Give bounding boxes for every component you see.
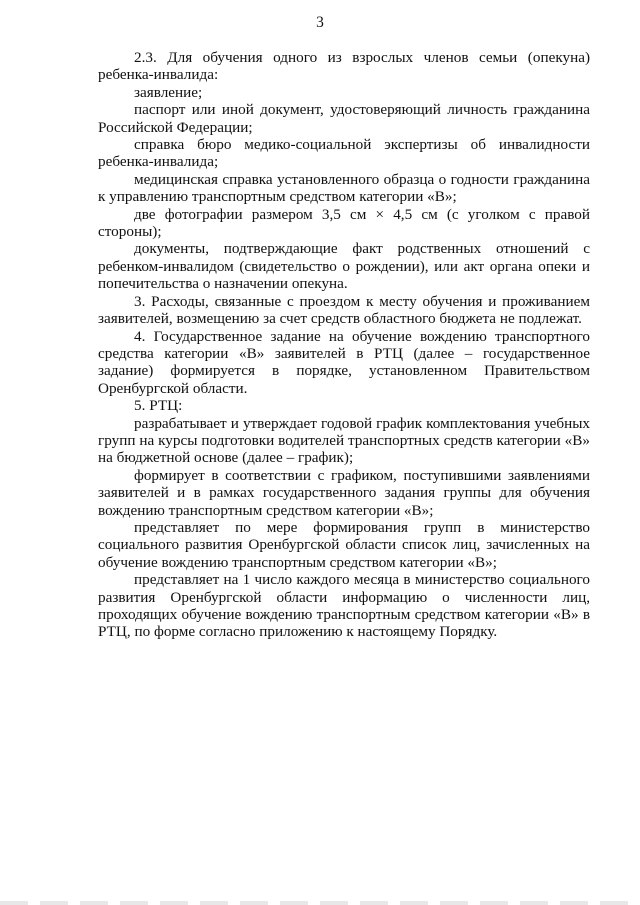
list-item-application: заявление; (134, 83, 203, 101)
list-item-schedule: разрабатывает и утверждает годовой график комплектования учебных групп на курсы подготовки водителей транспортных средств категории «В» на бюджетной основе (далее – график); (98, 414, 590, 467)
paragraph-5-heading: 5. РТЦ: (134, 397, 183, 415)
paragraph-4-state-assignment: 4. Государственное задание на обучение вождению транспортного средства категории «В» заявителей в РТЦ (далее – государственное задание) формируется в порядке, установленном Правительством Оренбургской области. (98, 327, 590, 397)
list-item-medical-certificate: медицинская справка установленного образца о годности гражданина к управлению транспортным средством категории «В»; (98, 170, 590, 206)
paragraph-2-3-intro: 2.3. Для обучения одного из взрослых членов семьи (опекуна) ребенка-инвалида: (98, 49, 590, 84)
list-item-monthly-report: представляет на 1 число каждого месяца в министерство социального развития Оренбургской области информацию о численности лиц, проходящих обучение вождению транспортным средством категории «В» в РТЦ, по форме согласно приложению к настоящему Порядку. (98, 571, 590, 641)
page-number: 3 (316, 14, 324, 31)
document-body (98, 49, 590, 641)
scan-footer-artifact (0, 901, 640, 905)
paragraph-3-expenses: 3. Расходы, связанные с проездом к месту обучения и проживанием заявителей, возмещению за счет средств областного бюджета не подлежат. (98, 292, 590, 328)
list-item-kinship-documents: документы, подтверждающие факт родственных отношений с ребенком-инвалидом (свидетельство о рождении), или акт органа опеки и попечительства о назначении опекуна. (98, 240, 590, 293)
list-item-disability-certificate: справка бюро медико-социальной экспертизы об инвалидности ребенка-инвалида; (98, 136, 590, 171)
list-item-passport: паспорт или иной документ, удостоверяющий личность гражданина Российской Федерации; (98, 101, 590, 136)
list-item-enrolled-list: представляет по мере формирования групп в министерство социального развития Оренбургской области список лиц, зачисленных на обучение вождению транспортным средством категории «В»; (98, 518, 590, 571)
list-item-groups: формирует в соответствии с графиком, поступившими заявлениями заявителей и в рамках государственного задания группы для обучения вождению транспортным средством категории «В»; (98, 466, 590, 519)
list-item-photographs: две фотографии размером 3,5 см × 4,5 см (с уголком с правой стороны); (98, 205, 590, 241)
